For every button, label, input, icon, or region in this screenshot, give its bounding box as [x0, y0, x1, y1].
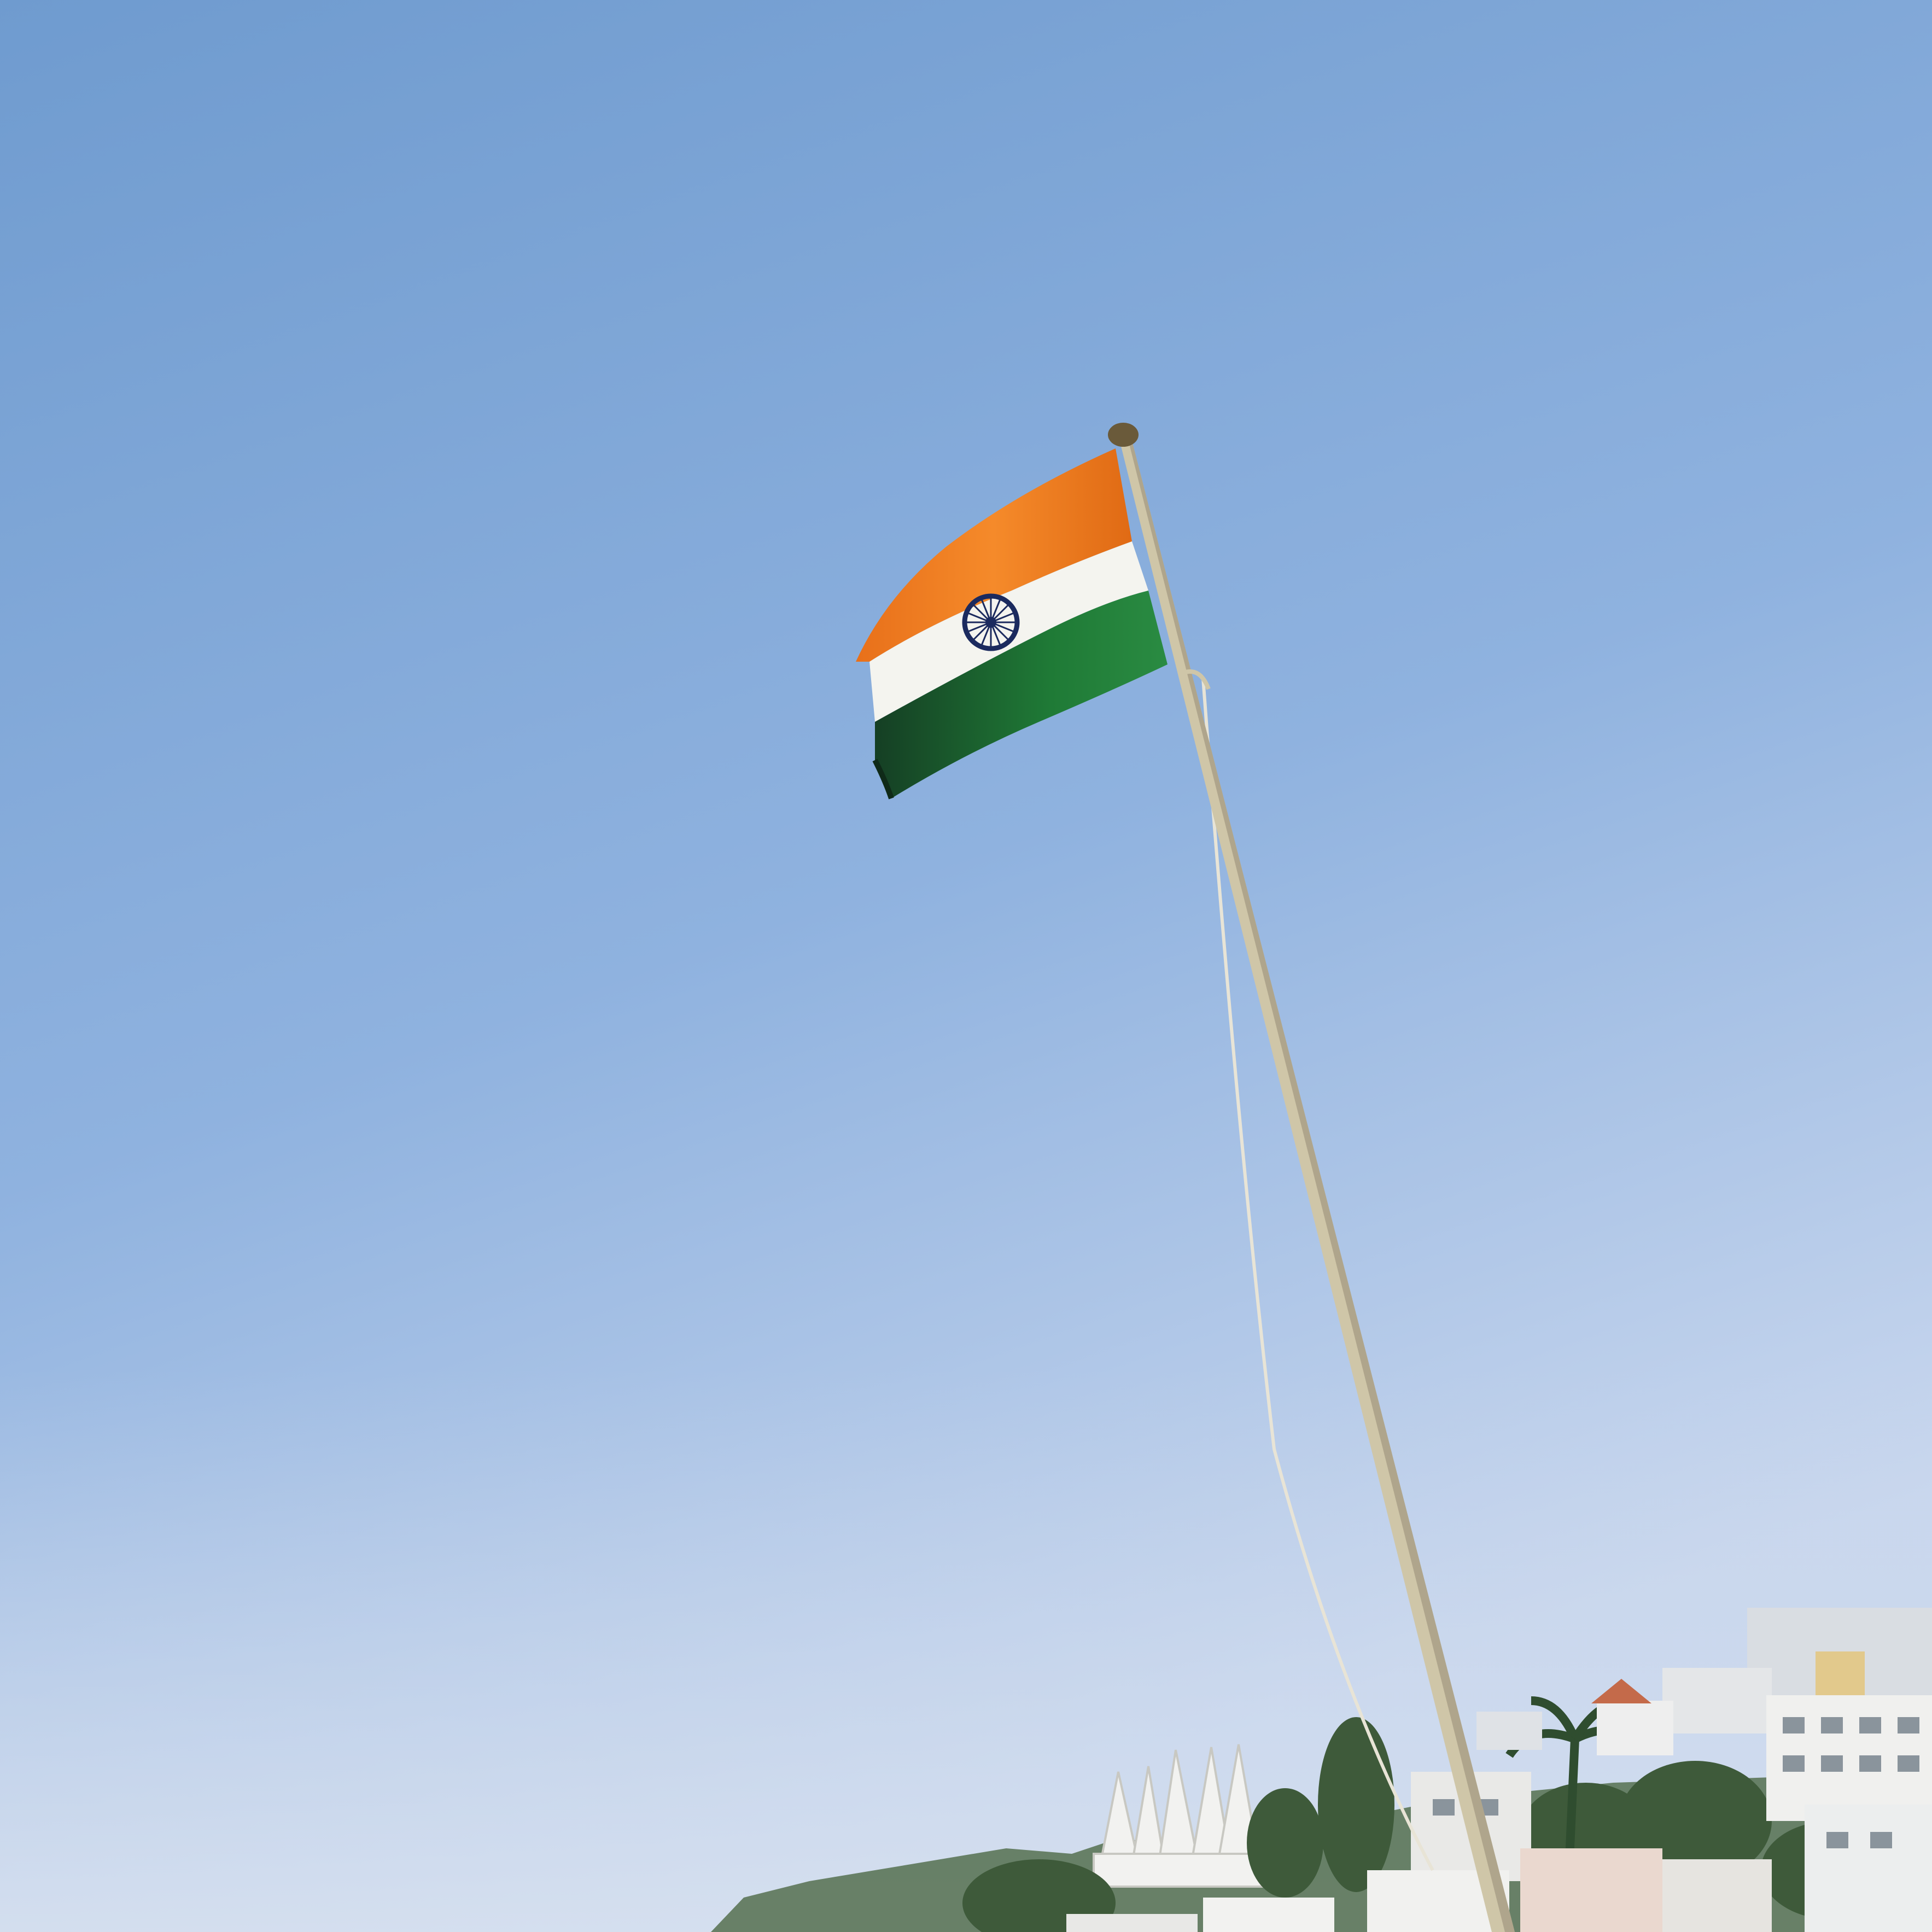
- temple-base: [1094, 1854, 1269, 1887]
- ashoka-chakra: [965, 596, 1017, 649]
- building: [1662, 1859, 1772, 1932]
- building: [1597, 1701, 1673, 1755]
- building: [1520, 1848, 1662, 1932]
- building: [1662, 1668, 1772, 1733]
- flagpole-finial: [1108, 423, 1139, 447]
- building: [1476, 1712, 1542, 1750]
- building: [1203, 1898, 1334, 1932]
- building: [1066, 1914, 1198, 1932]
- building: [1805, 1805, 1932, 1932]
